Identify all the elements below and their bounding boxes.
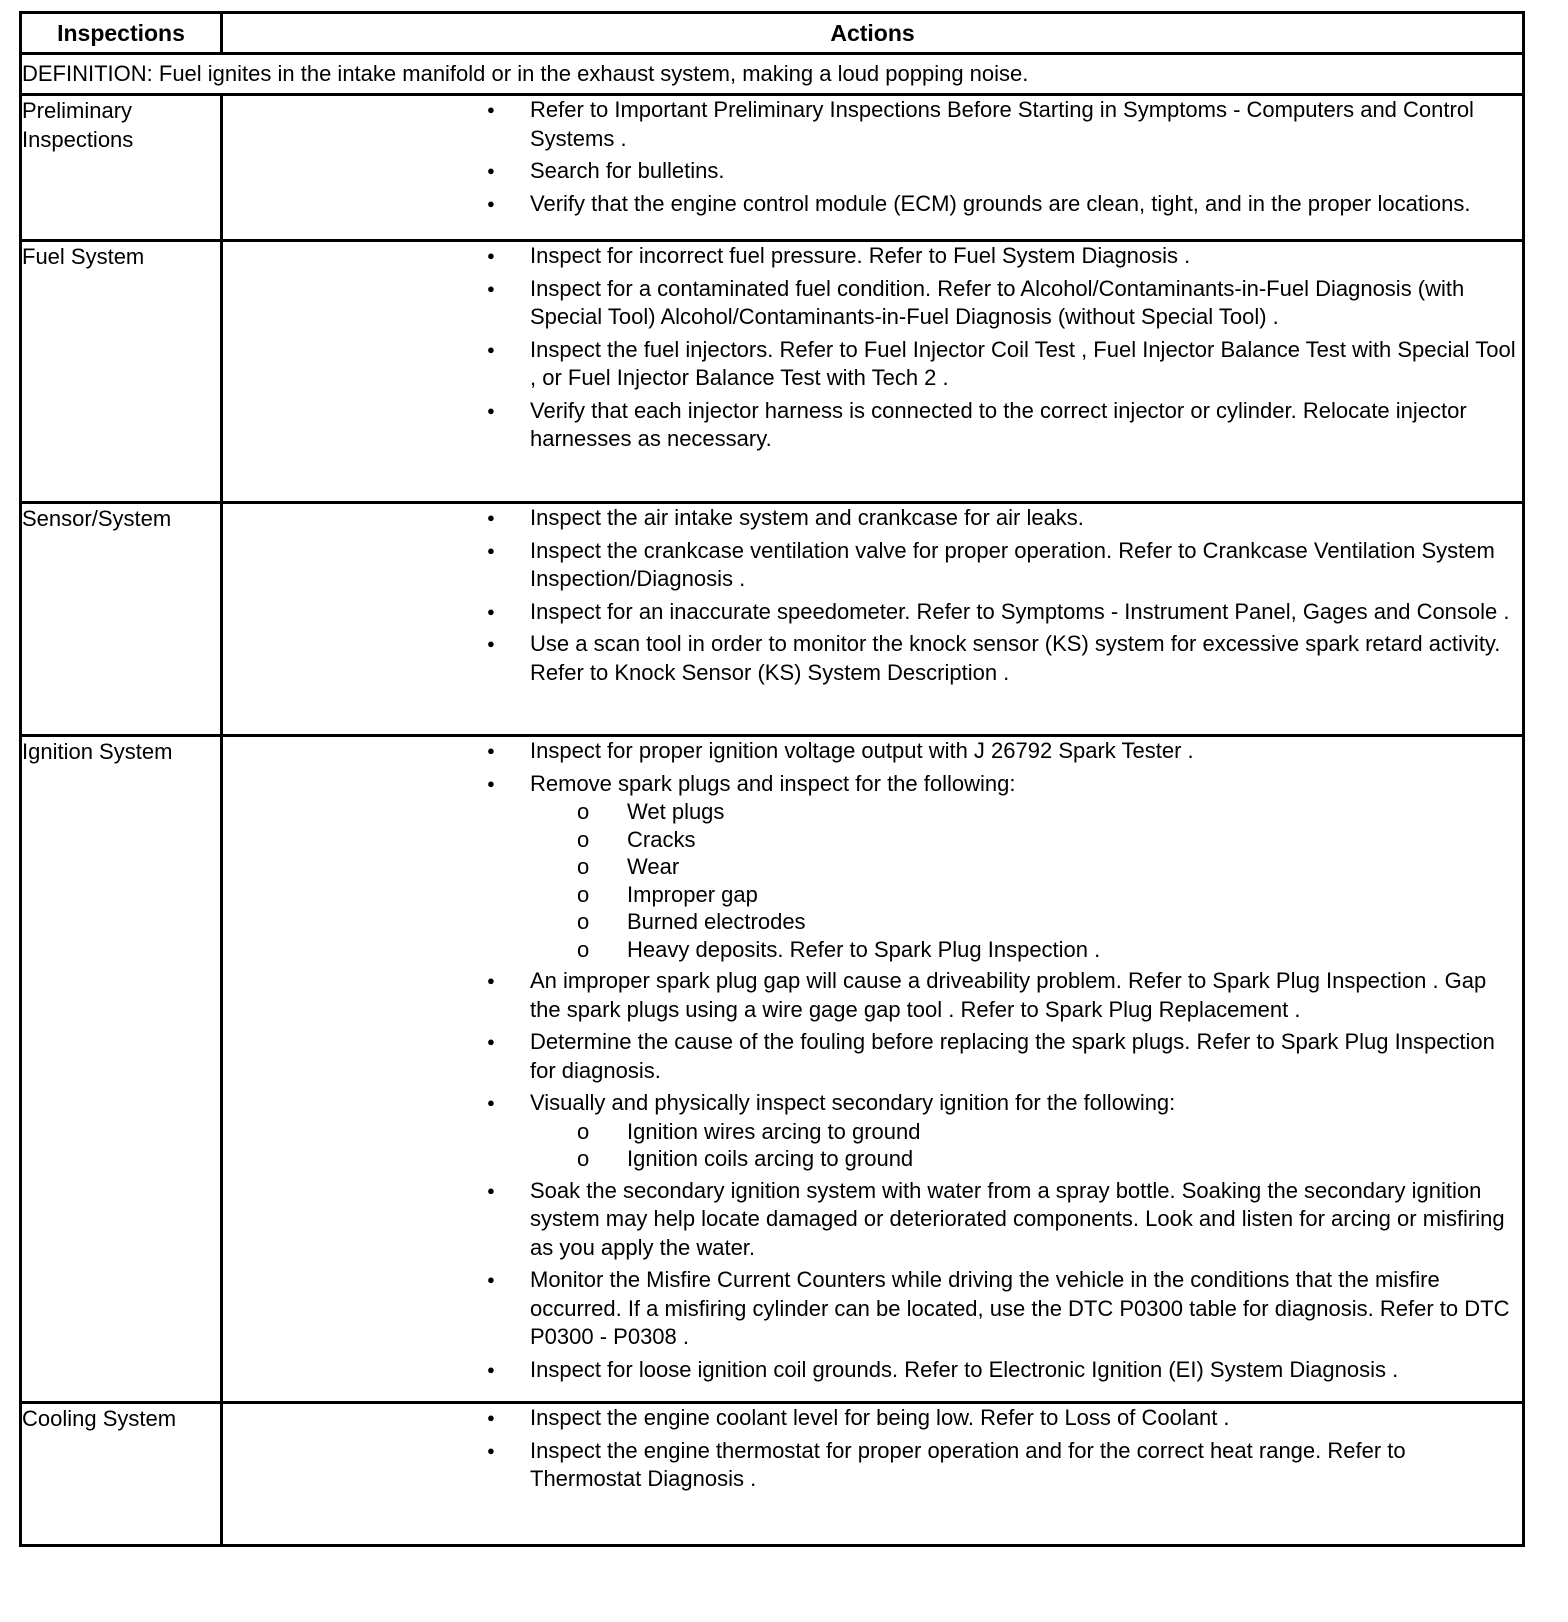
action-text: ● Use a scan tool in order to monitor the knock sensor (KS) system for excessive spark retard activity. Refer to Knock Sensor (KS) System Description . <box>530 631 1501 685</box>
inspection-table <box>19 11 1525 1547</box>
inspection-cell: Sensor/System <box>21 503 222 736</box>
list-item <box>223 275 1522 332</box>
sub-list <box>530 1118 1522 1173</box>
inspection-cell: Cooling System <box>21 1403 222 1546</box>
actions-cell <box>222 503 1524 736</box>
header-inspections: Inspections <box>21 13 222 54</box>
sub-list-item: o Ignition wires arcing to ground <box>528 1118 1522 1146</box>
list-item <box>223 190 1522 219</box>
table-row <box>21 241 1524 503</box>
action-text: ● Inspect the engine thermostat for proper operation and for the correct heat range. Refer to Thermostat Diagnosis . <box>530 1437 1406 1491</box>
actions-cell <box>222 241 1524 503</box>
list-item <box>223 397 1522 454</box>
list-item <box>223 1437 1522 1494</box>
inspection-cell: Ignition System <box>21 736 222 1403</box>
table-row <box>21 95 1524 241</box>
action-text: ● Verify that the engine control module (ECM) grounds are clean, tight, and in the proper locations. <box>530 190 1471 216</box>
definition-text: DEFINITION: Fuel ignites in the intake manifold or in the exhaust system, making a loud popping noise. <box>21 54 1524 95</box>
list-item <box>223 336 1522 393</box>
actions-cell <box>222 1403 1524 1546</box>
table-row <box>21 736 1524 1403</box>
action-text: ● Inspect for incorrect fuel pressure. Refer to Fuel System Diagnosis . <box>530 243 1191 268</box>
action-text: ● Visually and physically inspect secondary ignition for the following: <box>530 1090 1176 1115</box>
action-list <box>223 504 1522 687</box>
inspection-cell: Fuel System <box>21 241 222 503</box>
action-text: ● Inspect the crankcase ventilation valve for proper operation. Refer to Crankcase Ventilation System Inspection/Diagnosis . <box>530 537 1495 591</box>
action-list <box>223 737 1522 1384</box>
sub-list-item: o Improper gap <box>528 881 1522 909</box>
sub-list <box>530 798 1522 963</box>
action-text: ● An improper spark plug gap will cause a driveability problem. Refer to Spark Plug Inspection . Gap the spark plugs using a wire gage gap tool . Refer to Spark Plug Replacement . <box>530 968 1487 1022</box>
list-item <box>223 504 1522 533</box>
list-item <box>223 598 1522 627</box>
actions-cell <box>222 736 1524 1403</box>
inspection-cell: Preliminary Inspections <box>21 95 222 241</box>
list-item <box>223 1089 1522 1173</box>
action-text: ● Verify that each injector harness is connected to the correct injector or cylinder. Relocate injector harnesses as necessary. <box>530 397 1467 451</box>
action-text: ● Inspect the fuel injectors. Refer to Fuel Injector Coil Test , Fuel Injector Balance Test with Special Tool , or Fuel Injector Balance Test with Tech 2 . <box>530 336 1516 390</box>
list-item <box>223 242 1522 271</box>
sub-list-item: o Wet plugs <box>528 798 1522 826</box>
action-text: ● Inspect the engine coolant level for being low. Refer to Loss of Coolant . <box>530 1405 1230 1430</box>
list-item <box>223 1356 1522 1385</box>
action-list <box>223 96 1522 218</box>
action-text: ● Inspect for proper ignition voltage output with J 26792 Spark Tester . <box>530 738 1194 763</box>
list-item <box>223 1028 1522 1085</box>
list-item <box>223 630 1522 687</box>
list-item <box>223 1266 1522 1352</box>
table-row <box>21 503 1524 736</box>
header-row <box>21 13 1524 54</box>
action-text: ● Inspect for a contaminated fuel condition. Refer to Alcohol/Contaminants-in-Fuel Diagnosis (with Special Tool) Alcohol/Contaminants-in-Fuel Diagnosis (without Special Tool) . <box>530 275 1465 329</box>
list-item <box>223 770 1522 964</box>
action-text: ● Inspect the air intake system and crankcase for air leaks. <box>530 505 1084 530</box>
action-text: ● Inspect for an inaccurate speedometer. Refer to Symptoms - Instrument Panel, Gages and Console . <box>530 598 1510 624</box>
table-row <box>21 1403 1524 1546</box>
action-text: ● Soak the secondary ignition system with water from a spray bottle. Soaking the secondary ignition system may help locate damaged or deteriorated components. Look and listen for arcing or misfiring as you apply the water. <box>530 1177 1505 1260</box>
list-item <box>223 96 1522 153</box>
list-item <box>223 967 1522 1024</box>
action-list <box>223 1404 1522 1494</box>
actions-cell <box>222 95 1524 241</box>
action-list <box>223 242 1522 454</box>
action-text: ● Determine the cause of the fouling before replacing the spark plugs. Refer to Spark Plug Inspection for diagnosis. <box>530 1029 1495 1083</box>
sub-list-item: o Burned electrodes <box>528 908 1522 936</box>
list-item <box>223 737 1522 766</box>
action-text: ● Monitor the Misfire Current Counters while driving the vehicle in the conditions that the misfire occurred. If a misfiring cylinder can be located, use the DTC P0300 table for diagnosis. Refer to DTC P0300 - P0308 . <box>530 1267 1510 1349</box>
action-text: ● Search for bulletins. <box>530 158 725 183</box>
sub-list-item: o Wear <box>528 853 1522 881</box>
list-item <box>223 157 1522 186</box>
header-actions: Actions <box>222 13 1524 54</box>
action-text: ● Remove spark plugs and inspect for the following: <box>530 770 1016 796</box>
definition-row <box>21 54 1524 95</box>
action-text: ● Inspect for loose ignition coil grounds. Refer to Electronic Ignition (EI) System Diagnosis . <box>530 1356 1399 1382</box>
sub-list-item: o Cracks <box>528 826 1522 854</box>
list-item <box>223 1177 1522 1263</box>
action-text: ● Refer to Important Preliminary Inspections Before Starting in Symptoms - Computers and Control Systems . <box>530 97 1474 151</box>
sub-list-item: o Ignition coils arcing to ground <box>528 1145 1522 1173</box>
list-item <box>223 537 1522 594</box>
sub-list-item: o Heavy deposits. Refer to Spark Plug Inspection . <box>528 936 1522 964</box>
list-item <box>223 1404 1522 1433</box>
